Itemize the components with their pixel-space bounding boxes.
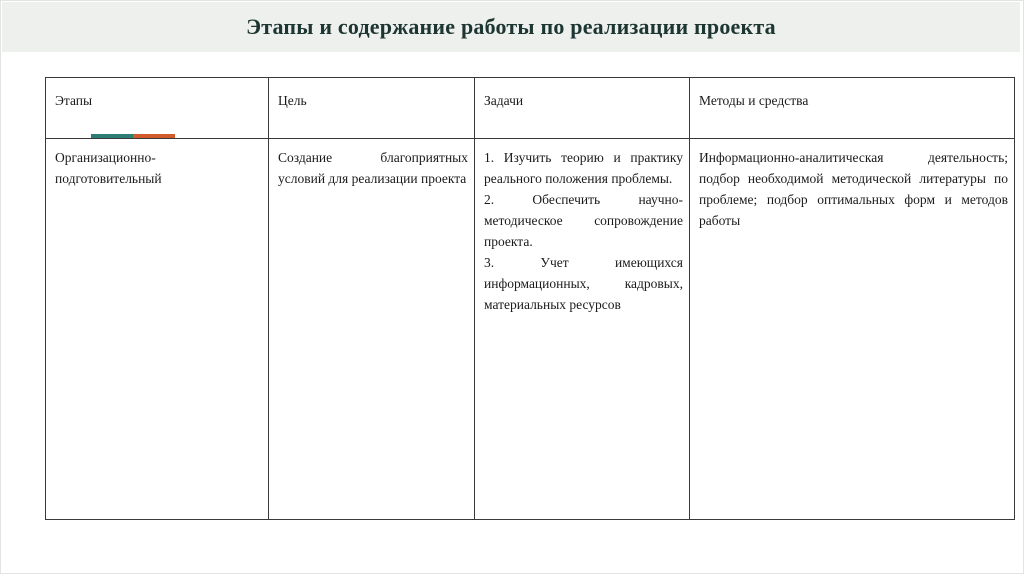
table-row (46, 139, 1015, 520)
accent-bar (91, 134, 175, 138)
header-tasks (475, 78, 690, 139)
title-bar (2, 2, 1020, 52)
accent-orange (133, 134, 175, 138)
stage-text: Организационно-подготовительный (55, 150, 162, 186)
header-tasks-label: Задачи (484, 93, 524, 108)
header-stages-label: Этапы (55, 93, 93, 108)
header-goal-label: Цель (278, 93, 307, 108)
cell-stage (46, 139, 269, 520)
cell-goal (269, 139, 475, 520)
methods-text: Информационно-аналитическая деятельность; подбор необходимой методической литературы по проблеме; подбор оптимальных форм и методов работы (699, 150, 1008, 228)
goal-text: Создание благоприятных условий для реализации проекта (278, 150, 468, 186)
cell-methods (690, 139, 1015, 520)
task-item: 1. Изучить теорию и практику реального положения проблемы. (484, 150, 683, 186)
header-methods (690, 78, 1015, 139)
slide-title: Этапы и содержание работы по реализации проекта (246, 14, 776, 39)
task-item: 3. Учет имеющихся информационных, кадровых, материальных ресурсов (484, 255, 683, 312)
header-methods-label: Методы и средства (699, 93, 809, 108)
header-goal (269, 78, 475, 139)
cell-tasks (475, 139, 690, 520)
accent-teal (91, 134, 133, 138)
header-stages (46, 78, 269, 139)
stages-table (45, 77, 1015, 520)
task-item: 2. Обеспечить научно-методическое сопровождение проекта. (484, 192, 683, 249)
table-header-row (46, 78, 1015, 139)
